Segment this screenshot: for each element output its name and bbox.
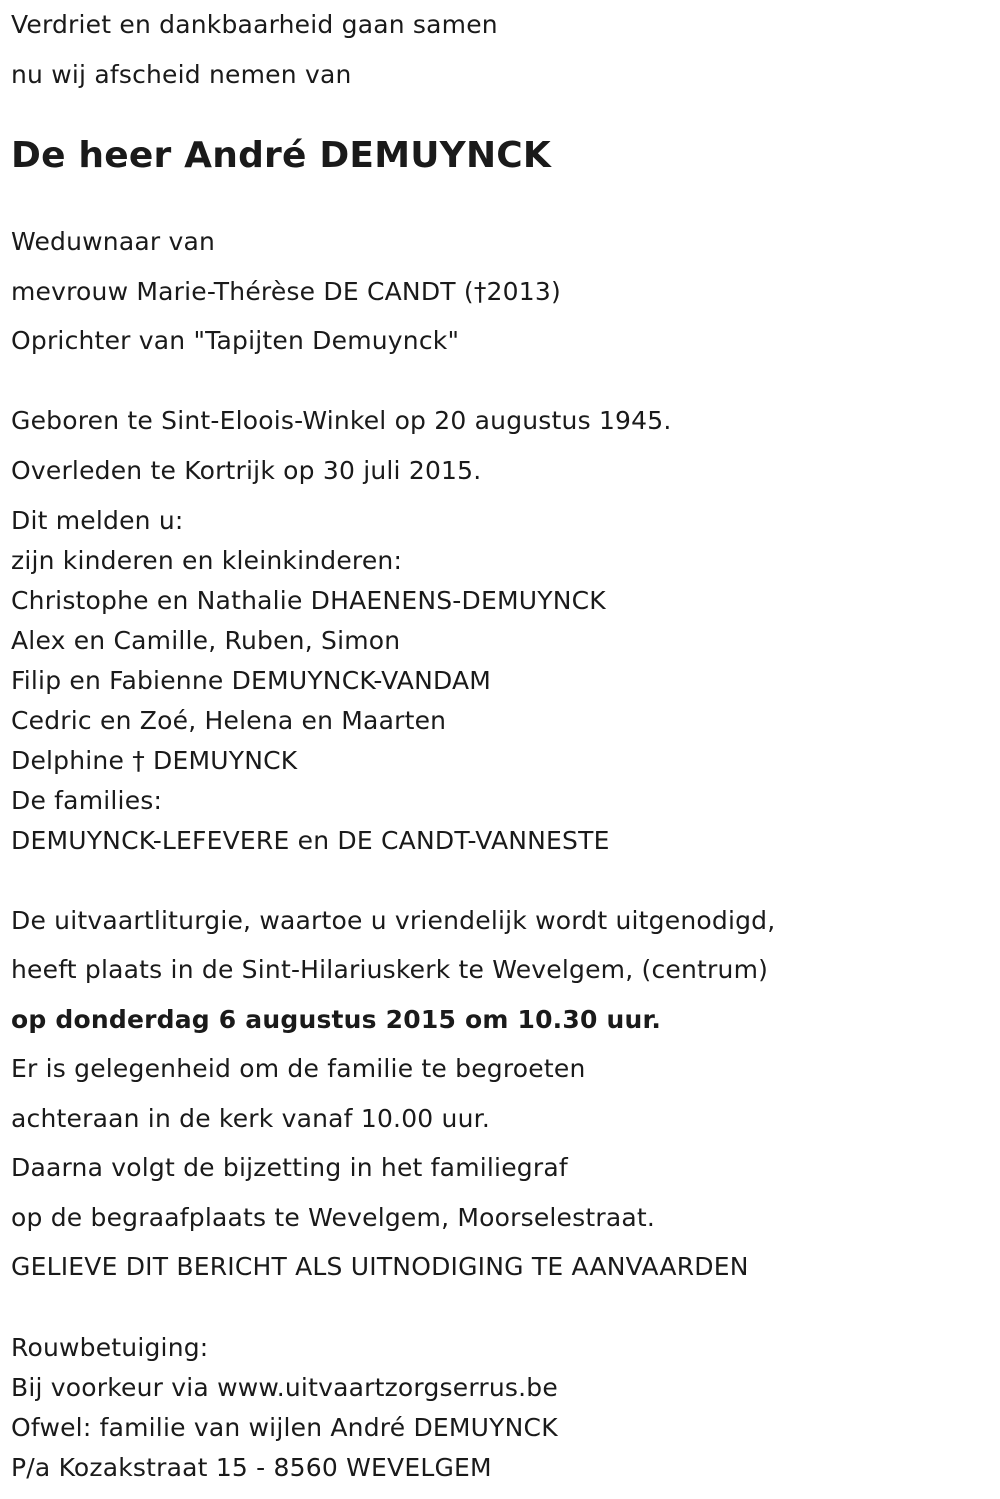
ceremony-line-7: op de begraafplaats te Wevelgem, Moorselestraat. bbox=[11, 1203, 656, 1232]
ceremony-line-8: GELIEVE DIT BERICHT ALS UITNODIGING TE AANVAARDEN bbox=[11, 1252, 749, 1281]
deceased-name: De heer André DEMUYNCK bbox=[11, 135, 551, 176]
ceremony-line-4: Er is gelegenheid om de familie te begroeten bbox=[11, 1054, 586, 1083]
intro-line-2: nu wij afscheid nemen van bbox=[11, 60, 352, 89]
condolences-heading: Rouwbetuiging: bbox=[11, 1333, 209, 1362]
relation-line-3: Oprichter van "Tapijten Demuynck" bbox=[11, 326, 460, 355]
death-line: Overleden te Kortrijk op 30 juli 2015. bbox=[11, 456, 482, 485]
ceremony-line-2: heeft plaats in de Sint-Hilariuskerk te Wevelgem, (centrum) bbox=[11, 955, 769, 984]
family-line-2: zijn kinderen en kleinkinderen: bbox=[11, 546, 403, 575]
family-line-3: Christophe en Nathalie DHAENENS-DEMUYNCK bbox=[11, 586, 606, 615]
family-line-8: De families: bbox=[11, 786, 163, 815]
family-line-6: Cedric en Zoé, Helena en Maarten bbox=[11, 706, 447, 735]
ceremony-line-5: achteraan in de kerk vanaf 10.00 uur. bbox=[11, 1104, 490, 1133]
condolences-address: P/a Kozakstraat 15 - 8560 WEVELGEM bbox=[11, 1453, 492, 1482]
ceremony-line-6: Daarna volgt de bijzetting in het familiegraf bbox=[11, 1153, 568, 1182]
family-line-1: Dit melden u: bbox=[11, 506, 184, 535]
intro-line-1: Verdriet en dankbaarheid gaan samen bbox=[11, 10, 498, 39]
relation-line-1: Weduwnaar van bbox=[11, 227, 216, 256]
ceremony-date-line: op donderdag 6 augustus 2015 om 10.30 uur. bbox=[11, 1005, 662, 1034]
birth-line: Geboren te Sint-Eloois-Winkel op 20 augustus 1945. bbox=[11, 406, 672, 435]
family-line-7: Delphine † DEMUYNCK bbox=[11, 746, 298, 775]
family-line-4: Alex en Camille, Ruben, Simon bbox=[11, 626, 401, 655]
condolences-line-3: Ofwel: familie van wijlen André DEMUYNCK bbox=[11, 1413, 558, 1442]
relation-line-2: mevrouw Marie-Thérèse DE CANDT (†2013) bbox=[11, 277, 561, 306]
condolences-line-2: Bij voorkeur via www.uitvaartzorgserrus.be bbox=[11, 1373, 558, 1402]
family-line-5: Filip en Fabienne DEMUYNCK-VANDAM bbox=[11, 666, 492, 695]
ceremony-line-1: De uitvaartliturgie, waartoe u vriendelijk wordt uitgenodigd, bbox=[11, 906, 776, 935]
family-line-9: DEMUYNCK-LEFEVERE en DE CANDT-VANNESTE bbox=[11, 826, 610, 855]
